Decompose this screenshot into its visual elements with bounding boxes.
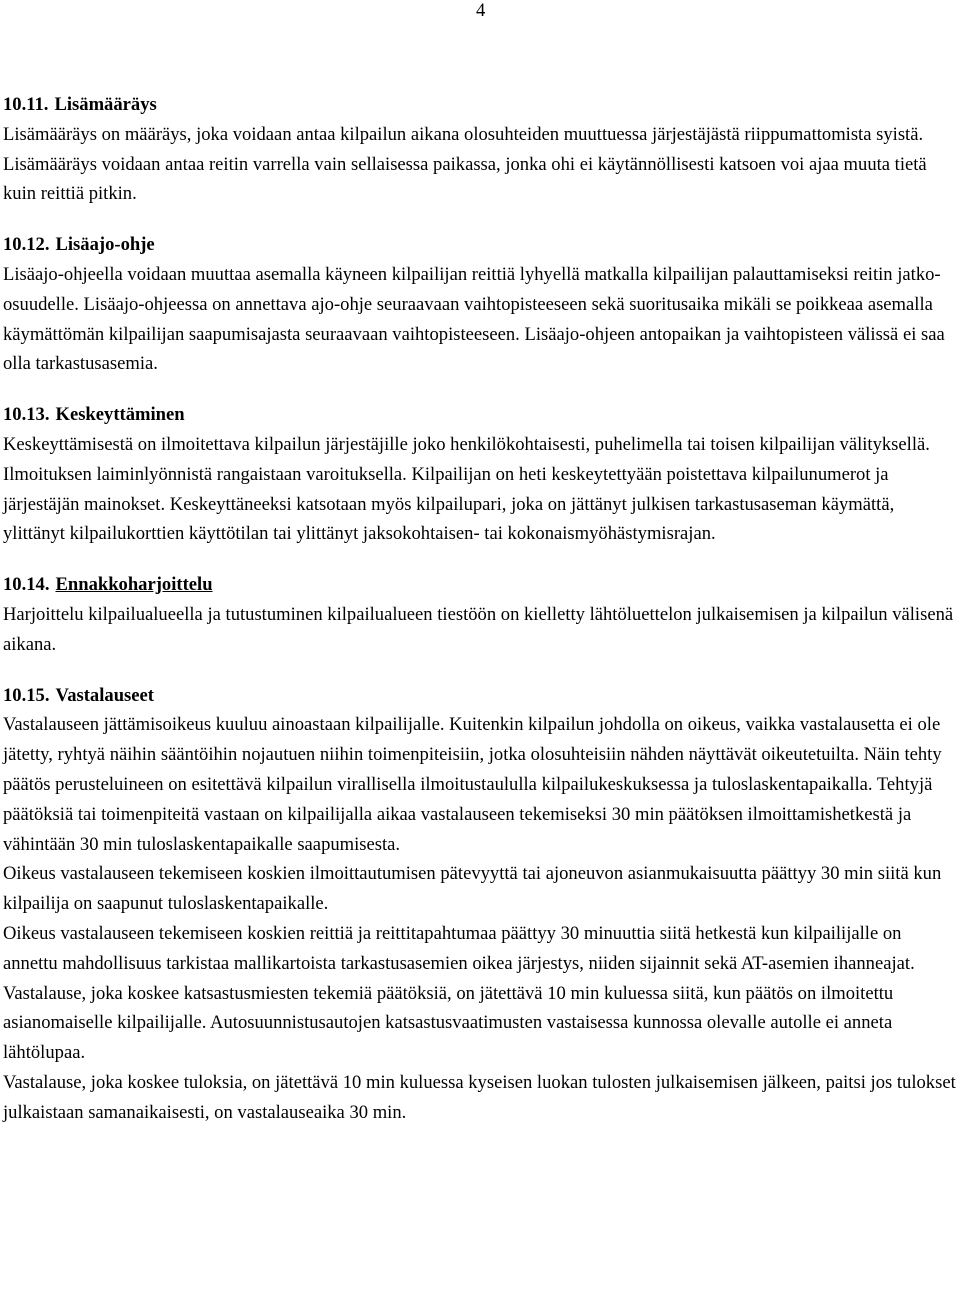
section-paragraph: Keskeyttämisestä on ilmoitettava kilpailun järjestäjille joko henkilökohtaisesti, puhelimella tai toisen kilpailijan välityksellä. Ilmoituksen laiminlyönnistä rangaistaan varoituksella. Kilpailijan on heti keskeytettyään poistettava kilpailunumerot ja järjestäjän mainokset. Keskeyttäneeksi katsotaan myös kilpailupari, joka on jättänyt julkisen tarkastusaseman käymättä, ylittänyt kilpailukorttien käyttötilan tai ylittänyt jaksokohtaisen- tai kokonaismyöhästymisrajan. — [3, 433, 930, 545]
section-heading — [3, 90, 959, 120]
section-keskeyttaminen — [3, 400, 959, 549]
section-number: 10.13. — [3, 404, 50, 426]
section-title: Lisäajo-ohje — [55, 234, 155, 256]
section-title: Vastalauseet — [55, 684, 154, 706]
section-lisamaarays — [3, 90, 959, 209]
section-title: Keskeyttäminen — [55, 404, 185, 426]
section-number: 10.11. — [3, 94, 49, 115]
page-number: 4 — [476, 0, 486, 21]
section-heading — [3, 230, 959, 260]
section-vastalauseet — [3, 681, 959, 1128]
section-paragraph: Oikeus vastalauseen tekemiseen koskien reittiä ja reittitapahtumaa päättyy 30 minuuttia siitä hetkestä kun kilpailijalle on annettu mahdollisuus tarkistaa mallikartoista tarkastusasemien oikea järjestys, niiden sijainnit sekä AT-asemien ihanneajat. — [3, 922, 915, 974]
section-paragraph: Vastalause, joka koskee katsastusmiesten tekemiä päätöksiä, on jätettävä 10 min kuluessa siitä, kun päätös on ilmoitettu asianomaiselle kilpailijalle. Autosuunnistusautojen katsastusvaatimusten vastaisessa kunnossa olevalle autolle ei anneta lähtölupaa. — [3, 982, 894, 1064]
section-paragraph: Vastalause, joka koskee tuloksia, on jätettävä 10 min kuluessa kyseisen luokan tulosten julkaisemisen jälkeen, paitsi jos tulokset julkaistaan samanaikaisesti, on vastalauseaika 30 min. — [3, 1071, 956, 1123]
section-paragraph: Vastalauseen jättämisoikeus kuuluu ainoastaan kilpailijalle. Kuitenkin kilpailun johdolla on oikeus, vaikka vastalausetta ei ole jätetty, ryhtyä näihin sääntöihin nojautuen niihin toimenpiteisiin, jotka olosuhteisiin nähden näyttävät oikeutetuilta. Näin tehty päätös perusteluineen on esitettävä kilpailun virallisella ilmoitustaululla kilpailukeskuksessa ja tuloslaskentapaikalla. Tehtyjä päätöksiä tai toimenpiteitä vastaan on kilpailijalla aikaa vastalauseen tekemiseksi 30 min päätöksen ilmoittamishetkestä ja vähintään 30 min tuloslaskentapaikalle saapumisesta. — [3, 714, 942, 855]
section-title: Ennakkoharjoittelu — [55, 574, 213, 596]
section-number: 10.12. — [3, 234, 50, 256]
section-paragraph: Harjoittelu kilpailualueella ja tutustuminen kilpailualueen tiestöön on kielletty lähtöluettelon julkaisemisen ja kilpailun välisenä aikana. — [3, 603, 954, 655]
section-paragraph: Oikeus vastalauseen tekemiseen koskien ilmoittautumisen pätevyyttä tai ajoneuvon asianmukaisuutta päättyy 30 min siitä kun kilpailija on saapunut tuloslaskentapaikalle. — [3, 863, 942, 915]
section-ennakkoharjoittelu — [3, 570, 959, 659]
section-paragraph: Lisäajo-ohjeella voidaan muuttaa asemalla käyneen kilpailijan reittiä lyhyellä matkalla kilpailijan palauttamiseksi reitin jatko-osuudelle. Lisäajo-ohjeessa on annettava ajo-ohje seuraavaan vaihtopisteeseen sekä suoritusaika mikäli se poikkeaa asemalla käymättömän kilpailijan saapumisajasta seuraavaan vaihtopisteeseen. Lisäajo-ohjeen antopaikan ja vaihtopisteen välissä ei saa olla tarkastusasemia. — [3, 263, 945, 375]
section-lisaajo-ohje — [3, 230, 959, 379]
section-number: 10.15. — [3, 684, 50, 706]
section-paragraph: Lisämääräys on määräys, joka voidaan antaa kilpailun aikana olosuhteiden muuttuessa järjestäjästä riippumattomista syistä. Lisämääräys voidaan antaa reitin varrella vain sellaisessa paikassa, jonka ohi ei käytännöllisesti katsoen voi ajaa muuta tietä kuin reittiä pitkin. — [3, 123, 927, 205]
section-number: 10.14. — [3, 574, 50, 596]
document-body — [3, 90, 959, 1149]
section-heading — [3, 681, 959, 711]
section-heading — [3, 400, 959, 430]
section-heading — [3, 570, 959, 600]
section-title: Lisämääräys — [54, 94, 157, 115]
